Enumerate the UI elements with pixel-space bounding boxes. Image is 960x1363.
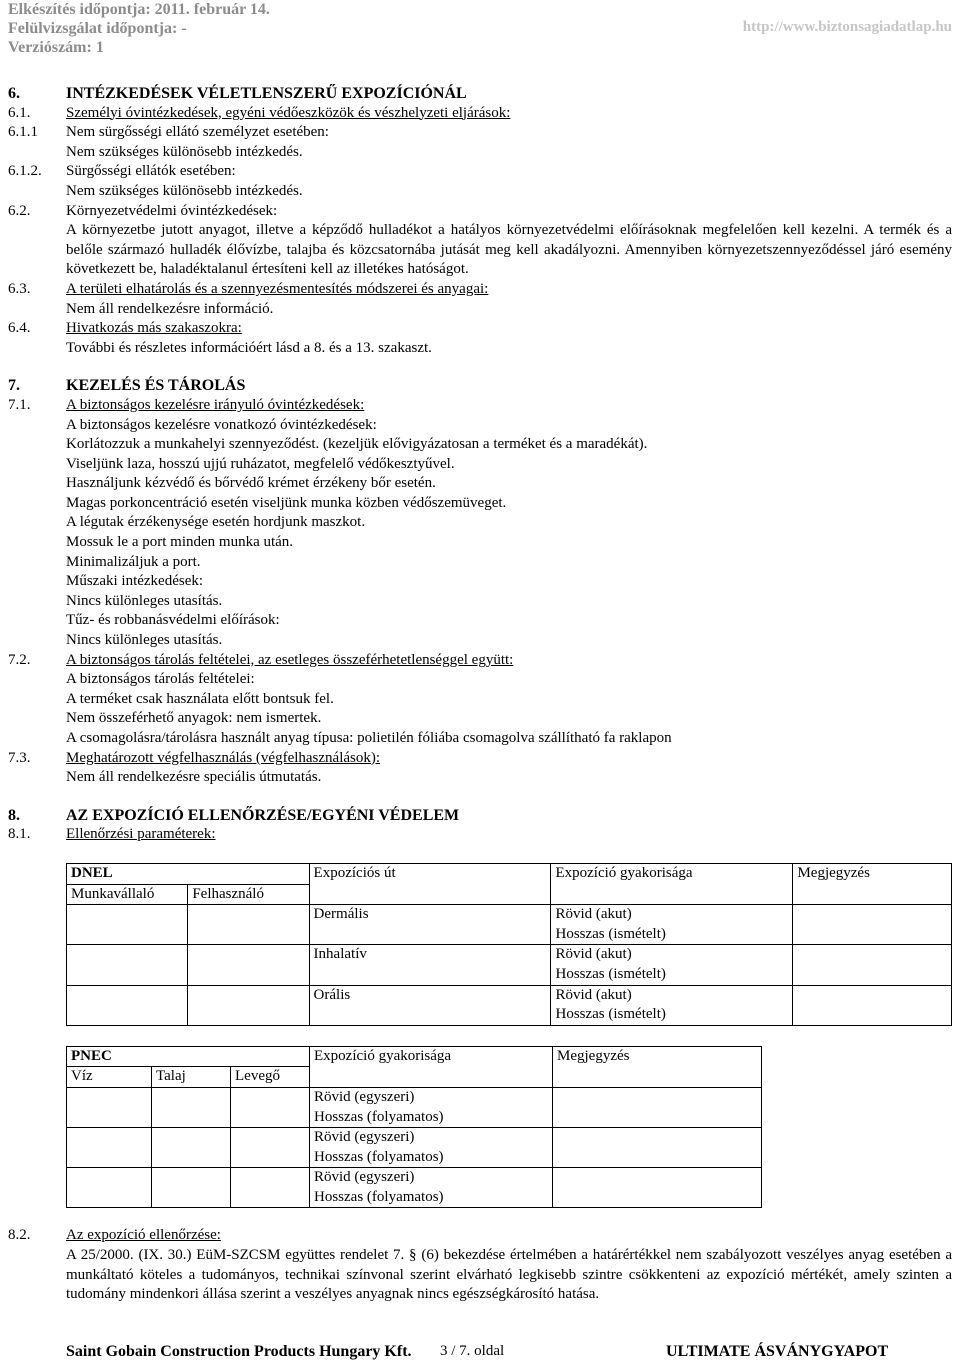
- section-7-3: 7.3. Meghatározott végfelhasználás (végfelhasználások):: [8, 749, 381, 766]
- section-6-1-1: 6.1.1 Nem sürgősségi ellátó személyzet esetében:: [8, 124, 329, 141]
- section-6-1-1-text: Nem szükséges különösebb intézkedés.: [66, 143, 303, 160]
- section-6-3-text: Nem áll rendelkezésre információ.: [66, 300, 274, 317]
- table-row: [67, 884, 952, 905]
- pnec-label: PNEC: [67, 1046, 310, 1067]
- section-8-heading: 8. AZ EXPOZÍCIÓ ELLENŐRZÉSE/EGYÉNI VÉDELEM: [8, 806, 460, 824]
- section-8-2: 8.2. Az expozíció ellenőrzése:: [8, 1227, 221, 1244]
- section-6-3: 6.3. A területi elhatárolás és a szennyezésmentesítés módszerei és anyagai:: [8, 280, 489, 297]
- list-item: Nincs különleges utasítás.: [66, 592, 223, 609]
- list-item: A légutak érzékenysége esetén hordjunk maszkot.: [66, 514, 366, 531]
- dnel-table: [66, 863, 952, 1026]
- section-7-1: 7.1. A biztonságos kezelésre irányuló óvintézkedések:: [8, 396, 365, 413]
- pnec-table-wrap: [66, 1046, 952, 1209]
- dnel-col-freq: Expozíció gyakorisága: [551, 863, 793, 884]
- dnel-route: Orális: [309, 985, 551, 1025]
- header-url[interactable]: http://www.biztonsagiadatlap.hu: [742, 19, 952, 35]
- pnec-sub-soil: Talaj: [152, 1067, 231, 1088]
- section-8-1: 8.1. Ellenőrzési paraméterek:: [8, 826, 216, 843]
- table-row: Inhalatív Rövid (akut) Hosszas (ismételt): [67, 945, 952, 985]
- pnec-col-freq: Expozíció gyakorisága: [310, 1046, 553, 1067]
- dnel-col-route: Expozíciós út: [309, 863, 551, 884]
- list-item: Magas porkoncentráció esetén viseljünk munka közben védőszemüveget.: [66, 494, 507, 511]
- list-item: A biztonságos kezelésre vonatkozó óvintézkedések:: [66, 416, 377, 433]
- section-7-1-text: [8, 416, 952, 651]
- section-8-2-text: A 25/2000. (IX. 30.) EüM-SZCSM együttes rendelet 7. § (6) bekezdése értelmében a határértékkel nem szabályozott veszélyes anyag esetében a munkáltató köteles a tudományos, technikai színvonal szerint elvárható legkisebb szintre csökkenteni az expozíció mértékét, amely szinten a tudomány mindenkori állása szerint a veszélyes anyagnak nincs egészségkárosító hatása.: [66, 1247, 952, 1303]
- page-header: [8, 0, 952, 60]
- list-item: Minimalizáljuk a port.: [66, 553, 201, 570]
- section-6-1-2: 6.1.2. Sürgősségi ellátók esetében:: [8, 163, 236, 180]
- dnel-route: Dermális: [309, 905, 551, 945]
- section-6-1-2-text: Nem szükséges különösebb intézkedés.: [66, 182, 303, 199]
- section-6-heading: 6. INTÉZKEDÉSEK VÉLETLENSZERŰ EXPOZÍCIÓNÁL: [8, 85, 467, 102]
- created-date: Elkészítés időpontja: 2011. február 14.: [8, 1, 270, 18]
- list-item: A biztonságos tárolás feltételei:: [66, 671, 255, 688]
- list-item: Nem összeférhető anyagok: nem ismertek.: [66, 710, 322, 727]
- review-date: Felülvizsgálat időpontja: -: [8, 20, 187, 37]
- list-item: Használjunk kézvédő és bőrvédő krémet érzékeny bőr esetén.: [66, 475, 436, 492]
- dnel-table-wrap: [66, 863, 952, 1026]
- section-6-2-text: A környezetbe jutott anyagot, illetve a képződő hulladékot a hatályos környezetvédelmi előírásoknak megfelelően kell kezelni. A termék és a belőle származó hulladék élővízbe, talajba és közcsatornába jutását meg kell akadályozni. Amennyiben környezetszennyeződéssel járó esemény következett be, haladéktalanul értesíteni kell az illetékes hatóságot.: [66, 222, 952, 278]
- list-item: Nincs különleges utasítás.: [66, 632, 223, 649]
- list-item: Mossuk le a port minden munka után.: [66, 534, 294, 551]
- table-row: Rövid (egyszeri) Hosszas (folyamatos): [67, 1168, 762, 1208]
- dnel-col-note: Megjegyzés: [793, 863, 952, 884]
- table-row: [67, 1046, 762, 1067]
- table-row: [67, 1067, 762, 1088]
- table-row: [67, 863, 952, 884]
- table-row: Dermális Rövid (akut) Hosszas (ismételt): [67, 905, 952, 945]
- list-item: Viseljünk laza, hosszú ujjú ruházatot, megfelelő védőkesztyűvel.: [66, 455, 455, 472]
- table-row: Rövid (egyszeri) Hosszas (folyamatos): [67, 1128, 762, 1168]
- section-6-4: 6.4. Hivatkozás más szakaszokra:: [8, 320, 242, 337]
- list-item: Korlátozzuk a munkahelyi szennyeződést. (kezeljük elővigyázatosan a terméket és a maradékát).: [66, 436, 648, 453]
- list-item: A terméket csak használata előtt bontsuk fel.: [66, 690, 334, 707]
- page-footer: [66, 1342, 906, 1362]
- footer-company: Saint Gobain Construction Products Hungary Kft.: [66, 1343, 412, 1360]
- section-7-2-text: [8, 670, 952, 748]
- table-row: Orális Rövid (akut) Hosszas (ismételt): [67, 985, 952, 1025]
- list-item: Tűz- és robbanásvédelmi előírások:: [66, 612, 280, 629]
- section-6-4-text: További és részletes információért lásd a 8. és a 13. szakaszt.: [66, 339, 432, 356]
- document-content: [8, 84, 952, 1305]
- section-6-2: 6.2. Környezetvédelmi óvintézkedések:: [8, 202, 278, 219]
- section-7-2: 7.2. A biztonságos tárolás feltételei, az esetleges összeférhetetlenséggel együtt:: [8, 651, 514, 668]
- section-7-3-text: Nem áll rendelkezésre speciális útmutatás.: [66, 769, 322, 786]
- pnec-col-note: Megjegyzés: [553, 1046, 762, 1067]
- list-item: A csomagolásra/tárolásra használt anyag típusa: polietilén fóliába csomagolva szállítható fa raklapon: [66, 730, 672, 746]
- dnel-route: Inhalatív: [309, 945, 551, 985]
- list-item: Műszaki intézkedések:: [66, 573, 204, 590]
- pnec-sub-air: Levegő: [231, 1067, 310, 1088]
- dnel-sub-worker: Munkavállaló: [67, 884, 188, 905]
- pnec-sub-water: Víz: [67, 1067, 152, 1088]
- footer-page-number: 3 / 7. oldal: [440, 1343, 505, 1359]
- pnec-table: [66, 1046, 762, 1209]
- footer-product: ULTIMATE ÁSVÁNYGYAPOT: [666, 1343, 889, 1360]
- dnel-sub-user: Felhasználó: [188, 884, 309, 905]
- section-7-heading: 7. KEZELÉS ÉS TÁROLÁS: [8, 377, 246, 395]
- version-number: Verziószám: 1: [8, 39, 104, 56]
- table-row: Rövid (egyszeri) Hosszas (folyamatos): [67, 1087, 762, 1127]
- dnel-label: DNEL: [67, 863, 310, 884]
- section-6-1: 6.1. Személyi óvintézkedések, egyéni védőeszközök és vészhelyzeti eljárások:: [8, 104, 511, 121]
